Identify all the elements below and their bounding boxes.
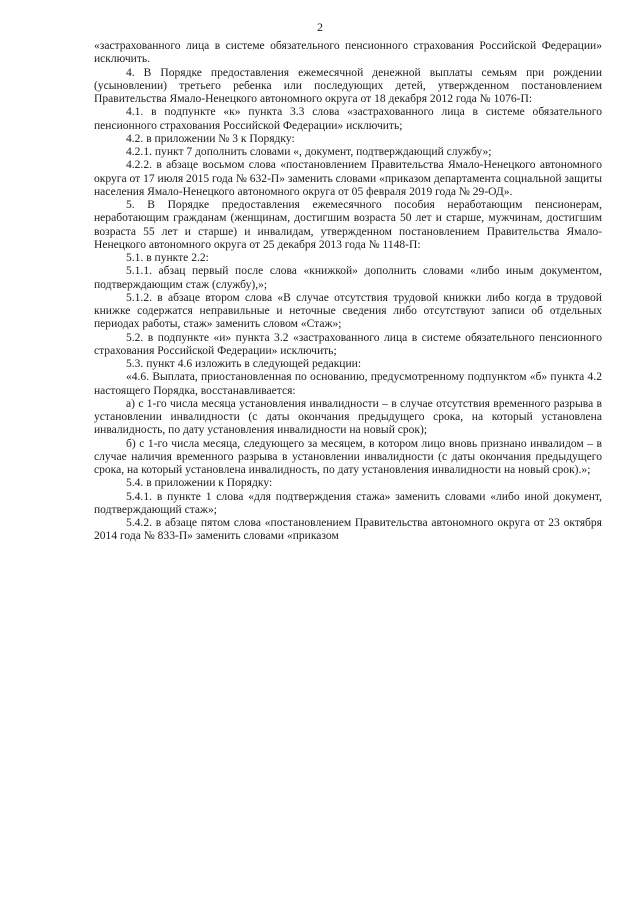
paragraph: 4. В Порядке предоставления ежемесячной денежной выплаты семьям при рождении (усыновлении) третьего ребенка или последующих детей, утвержденном постановлением Правительства Ямало-Ненецкого автономного округа от 18 декабря 2012 года № 1076-П: [94,66,602,105]
paragraph: 4.2.2. в абзаце восьмом слова «постановлением Правительства Ямало-Ненецкого автономного округа от 17 июля 2015 года № 632-П» заменить словами «приказом департамента социальной защиты населения Ямало-Ненецкого автономного округа от 05 февраля 2019 года № 29-ОД». [94,159,602,198]
paragraph: «4.6. Выплата, приостановленная по основанию, предусмотренному подпунктом «б» пункта 4.2 настоящего Порядка, восстанавливается: [94,371,602,397]
document-body [94,40,602,544]
paragraph: 5.1.1. абзац первый после слова «книжкой» дополнить словами «либо иным документом, подтверждающим стаж (службу),»; [94,265,602,291]
paragraph: б) с 1-го числа месяца, следующего за месяцем, в котором лицо вновь признано инвалидом – в случае наличия временного разрыва в установлении инвалидности (с даты окончания предыдущего срока, на который установлена инвалидность, по дату установления инвалидности на новый срок).»; [94,437,602,476]
paragraph: 5.3. пункт 4.6 изложить в следующей редакции: [126,358,362,370]
paragraph: 5.1. в пункте 2.2: [126,252,209,264]
paragraph: 4.2. в приложении № 3 к Порядку: [126,132,295,145]
paragraph: 5. В Порядке предоставления ежемесячного пособия неработающим пенсионерам, неработающим гражданам (женщинам, достигшим возраста 50 лет и старше, мужчинам, достигшим возраста 55 лет и старше) и инвалидам, утвержденном постановлением Правительства Ямало-Ненецкого автономного округа от 25 декабря 2013 года № 1148-П: [94,199,602,251]
paragraph: 5.4.1. в пункте 1 слова «для подтверждения стажа» заменить словами «либо иной документ, подтверждающий стаж»; [94,490,602,516]
paragraph: «застрахованного лица в системе обязательного пенсионного страхования Российской Федерации» исключить. [94,40,602,66]
paragraph: 5.4.2. в абзаце пятом слова «постановлением Правительства автономного округа от 23 октября 2014 года № 833-П» заменить словами «приказом [94,517,602,543]
paragraph: 5.2. в подпункте «и» пункта 3.2 «застрахованного лица в системе обязательного пенсионного страхования Российской Федерации» исключить; [94,331,602,357]
paragraph: 4.1. в подпункте «к» пункта 3.3 слова «застрахованного лица в системе обязательного пенсионного страхования Российской Федерации» исключить; [94,106,602,132]
paragraph: 5.4. в приложении к Порядку: [126,477,273,490]
paragraph: 5.1.2. в абзаце втором слова «В случае отсутствия трудовой книжки либо когда в трудовой книжке содержатся неправильные и неточные сведения либо отсутствуют записи об отдельных периодах работы, стаж» заменить словом «Стаж»; [94,291,602,331]
page-number: 2 [317,20,323,34]
paragraph: 4.2.1. пункт 7 дополнить словами «, документ, подтверждающий службу»; [126,146,492,158]
paragraph: а) с 1-го числа месяца установления инвалидности – в случае отсутствия временного разрыва в установлении инвалидности (с даты окончания предыдущего срока, на который установлена инвалидность, по дату установления инвалидности на новый срок); [94,397,602,437]
